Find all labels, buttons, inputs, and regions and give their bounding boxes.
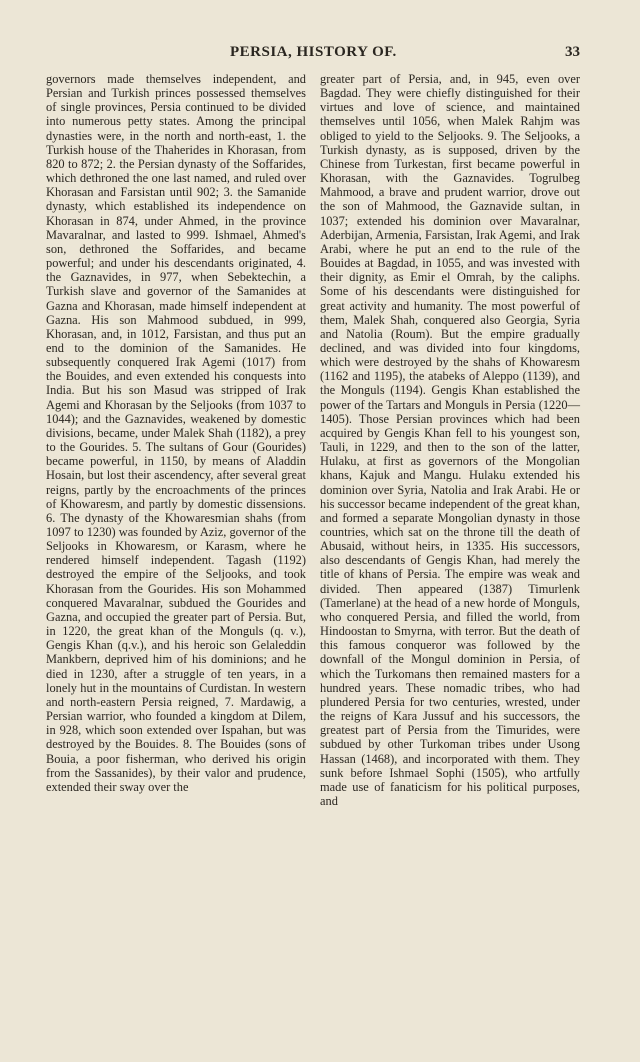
- left-column: [46, 72, 306, 794]
- right-column-text: greater part of Persia, and, in 945, even over Bagdad. They were chiefly distinguished for their virtues and love of science, and maintained themselves until 1056, when Malek Rahjm was obliged to yield to the Seljooks. 9. The Seljooks, a Turkish dynasty, as is supposed, driven by the Chinese from Turkestan, first became powerful in Khorasan, with the Gaznavides. Togrulbeg Mahmood, a brave and prudent warrior, drove out the son of Mahmood, the Gaznavide sultan, in 1037; extended his dominion over Mavaralnar, Aderbijan, Armenia, Farsistan, Irak Agemi, and Irak Arabi, where he put an end to the rule of the Bouides at Bagdad, in 1055, and was invested with their dignity, as Emir el Omrah, by the caliphs. Some of his descendants were distinguished for great activity and humanity. The most powerful of them, Malek Shah, conquered also Georgia, Syria and Natolia (Roum). But the empire gradually declined, and was divided into four kingdoms, which were destroyed by the shahs of Khowaresm (1162 and 1195), the atabeks of Aleppo (1139), and the Monguls (1194). Gengis Khan established the power of the Tartars and Monguls in Persia (1220—1405). Those Persian provinces which had been acquired by Gengis Khan fell to his youngest son, Tauli, in 1229, and then to the son of the latter, Hulaku, at first as governors of the Mongolian khans, Kajuk and Mangu. Hulaku extended his dominion over Syria, Natolia and Irak Arabi. He or his successor became independent of the great khan, and formed a separate Mongolian dynasty in those countries, which sat on the throne till the death of Abusaid, without heirs, in 1335. His successors, also descendants of Gengis Khan, had merely the title of khans of Persia. The empire was weak and divided. Then appeared (1387) Timurlenk (Tamerlane) at the head of a new horde of Monguls, who conquered Persia, and filled the world, from Hindoostan to Smyrna, with terror. But the death of this famous conqueror was followed by the downfall of the Mongul dominion in Persia, of which the Turkomans then remained masters for a hundred years. These nomadic tribes, who had plundered Persia for two centuries, wrested, under the reigns of Kara Jussuf and his successors, the greatest part of Persia from the Timurides, were subdued by other Turkoman tribes under Usong Hassan (1468), and incorporated with them. They sunk before Ishmael Sophi (1505), who artfully made use of fanaticism for his political purposes, and: [320, 72, 580, 808]
- page-header: [40, 44, 580, 64]
- page-number: 33: [565, 44, 580, 60]
- left-column-text: governors made themselves independent, and Persian and Turkish princes possessed themselves of single provinces, Persia continued to be divided into numerous petty states. Among the principal dynasties were, in the north and north-east, 1. the Turkish house of the Thaherides in Khorasan, from 820 to 872; 2. the Persian dynasty of the Soffarides, which dethroned the one last named, and ruled over Khorasan and Farsistan until 902; 3. the Samanide dynasty, which established its independence on Khorasan in 874, under Ahmed, in the province Mavaralnar, and lasted to 999. Ishmael, Ahmed's son, dethroned the Soffarides, and became powerful; and under his descendants originated, 4. the Gaznavides, in 977, when Sebektechin, a Turkish slave and governor of the Samanides at Gazna and Khorasan, made himself independent at Gazna. His son Mahmood subdued, in 999, Khorasan, and, in 1012, Farsistan, and thus put an end to the dominion of the Samanides. He subsequently conquered Irak Agemi (1017) from the Bouides, and even extended his conquests into India. But his son Masud was stripped of Irak Agemi and Khorasan by the Seljooks (from 1037 to 1044); and the Gaznavides, weakened by domestic divisions, became, under Malek Shah (1182), a prey to the Gourides. 5. The sultans of Gour (Gourides) became powerful, in 1150, by means of Aladdin Hosain, but lost their ascendency, after several great reigns, partly by the encroachments of the princes of Khowaresm, and partly by domestic dissensions. 6. The dynasty of the Khowaresmian shahs (from 1097 to 1230) was founded by Aziz, governor of the Seljooks in Khowaresm, or Karasm, where he rendered himself independent. Tagash (1192) destroyed the empire of the Seljooks, and took Khorasan from the Gourides. His son Mohammed conquered Mavaralnar, subdued the Gourides and Gazna, and occupied the greater part of Persia. But, in 1220, the great khan of the Monguls (q. v.), Gengis Khan (q.v.), and his heroic son Gelaleddin Mankbern, deprived him of his dominions; and he died in 1230, after a struggle of ten years, in a lonely hut in the mountains of Curdistan. In western and north-eastern Persia reigned, 7. Mardawig, a Persian warrior, who founded a kingdom at Dilem, in 928, which soon extended over Ispahan, but was destroyed by the Bouides. 8. The Bouides (sons of Bouia, a poor fisherman, who derived his origin from the Sassanides), by their valor and prudence, extended their sway over the: [46, 72, 306, 794]
- running-head: PERSIA, HISTORY OF.: [230, 44, 397, 60]
- right-column: [320, 72, 580, 808]
